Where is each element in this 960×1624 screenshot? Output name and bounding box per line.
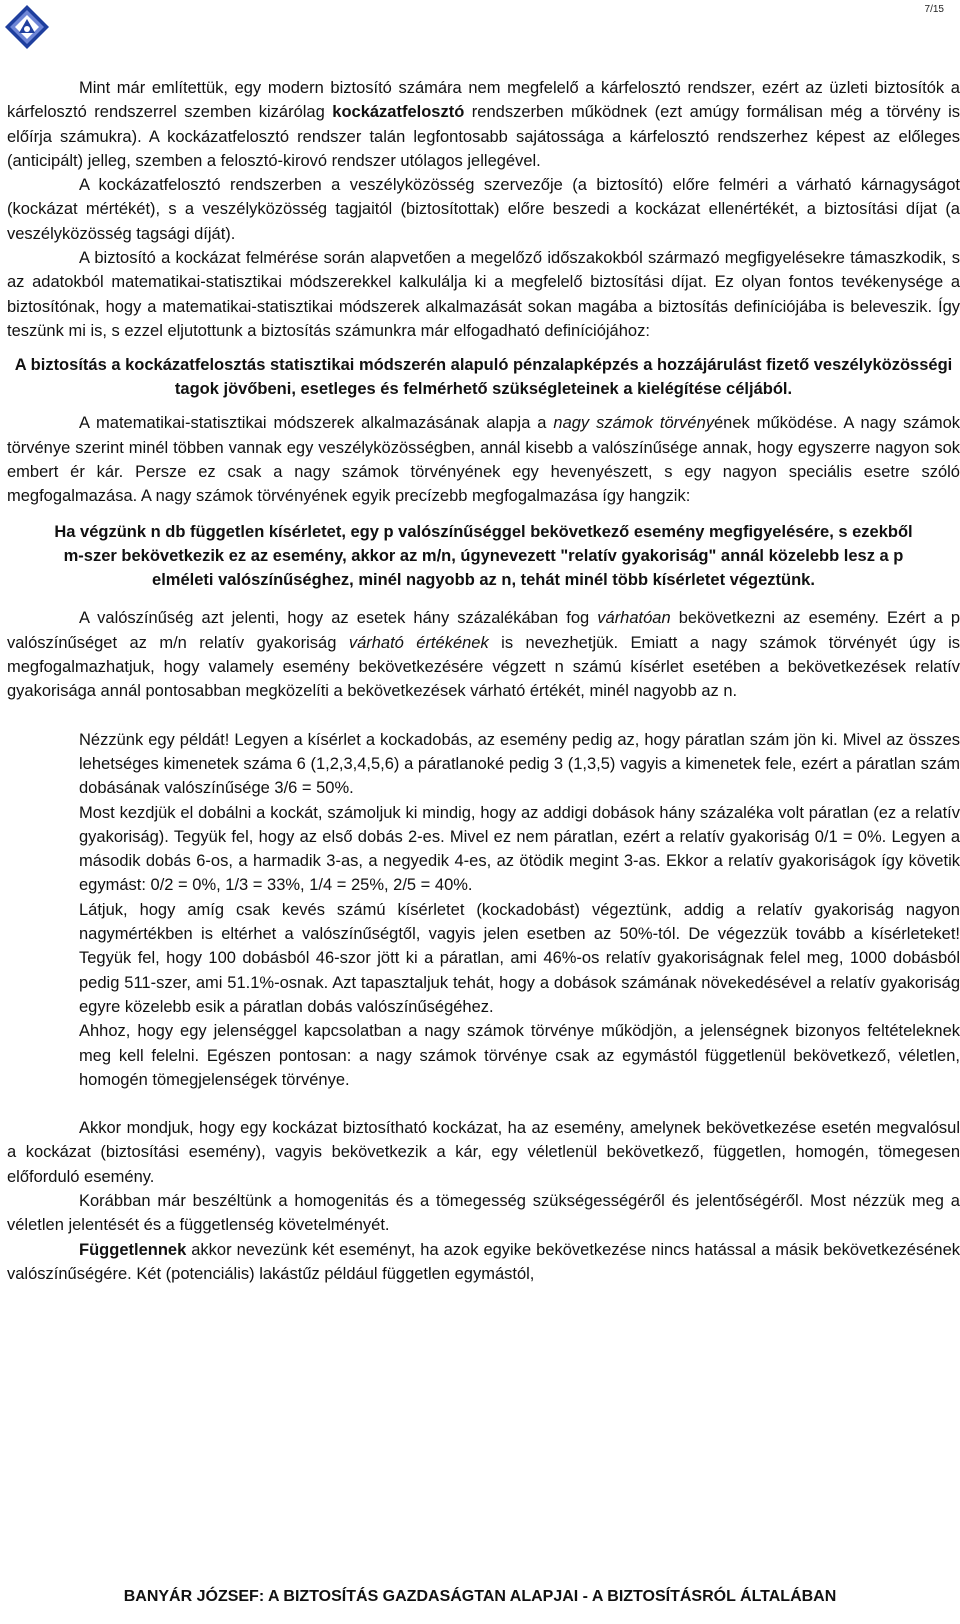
example-paragraph: Ahhoz, hogy egy jelenséggel kapcsolatban a nagy számok törvénye működjön, a jelenségnek bizonyos feltételeknek meg kell felelni. Egészen pontosan: a nagy számok törvénye csak az egymástól függetlenül bekövetkező, véletlen, homogén tömegjelenségek törvénye.: [79, 1022, 960, 1089]
text-run: akkor nevezünk két eseményt, ha azok egyike bekövetkezése nincs hatással a másik bekövetkezésének valószínűségére. Két (potenciális) lakástűz például független egymástól,: [7, 1240, 960, 1283]
example-paragraph: Látjuk, hogy amíg csak kevés számú kísérletet (kockadobást) végeztünk, addig a relatív gyakoriság nagyon nagymértékben is eltérhet a valószínűségtől, vagyis jelen esetben az 50%-tól. De végezzük tovább a kísérleteket! Tegyük fel, hogy 100 dobásból 46-szor jött ki a páratlan, ami 46%-os relatív gyakoriságnak felel meg, 1000 dobásból pedig 511-szer, ami 51.1%-osnak. Azt tapasztaljuk tehát, hogy a dobások számának növekedésével a relatív gyakoriság egyre közelebb esik a páratlan dobás valószínűségéhez.: [79, 900, 960, 1016]
text-run: is nevezhetjük. Emiatt a nagy számok törvényét úgy is megfogalmazhatjuk, hogy valamely esemény bekövetkezésére végzett n számú kísérlet esetében a bekövetkezések relatív gyakorisága annál pontosabban megközelíti a bekövetkezések várható értékét, minél nagyobb az n.: [7, 633, 960, 701]
paragraph: Korábban már beszéltünk a homogenitás és a tömegesség szükségességéről és jelentőségéről. Most nézzük meg a véletlen jelentését és a függetlenség követelményét.: [7, 1191, 960, 1235]
paragraph: A biztosító a kockázat felmérése során alapvetően a megelőző időszakokból származó megfigyelésekre támaszkodik, s az adatokból matematikai-statisztikai módszerekkel kalkulálja ki a megfelelő biztosítási díjat. Ez olyan fontos tevékenysége a biztosítónak, hogy a matematikai-statisztikai módszerek alkalmazását sokan magába a biztosítás definíciójába is beleveszik. Így teszünk mi is, s ezzel eljutottunk a biztosítás számunkra már elfogadható definíciójához:: [7, 249, 960, 340]
page-footer: BANYÁR JÓZSEF: A BIZTOSÍTÁS GAZDASÁGTAN ALAPJAI - A BIZTOSÍTÁSRÓL ÁLTALÁBAN: [123, 1588, 837, 1605]
page-number: 7/15: [924, 4, 944, 15]
spacer: [7, 704, 960, 728]
paragraph: [7, 1238, 960, 1287]
italic-term: nagy számok törvény: [553, 414, 714, 433]
paragraph: [7, 76, 960, 173]
paragraph: Akkor mondjuk, hogy egy kockázat biztosítható kockázat, ha az esemény, amelynek bekövetkezése esetén megvalósul a kockázat (biztosítási esemény), vagyis bekövetkezik a kár, egy véletlenül bekövetkező, független, homogén, tömegesen előforduló esemény.: [7, 1119, 960, 1186]
paragraph: [7, 606, 960, 703]
text-run: rendszerben működnek (ezt amúgy formálisan még a törvény is előírja számukra). A kockázatfelosztó rendszer talán legfontosabb sajátossága a kárfelosztó rendszerhez képest az előleges (anticipált) jelleg, szemben a felosztó-kirovó rendszer utólagos jellegével.: [7, 103, 960, 170]
example-paragraph: Most kezdjük el dobálni a kockát, számoljuk ki mindig, hogy az addigi dobások hány százaléka volt páratlan (ez a relatív gyakoriság). Tegyük fel, hogy az első dobás 2-es. Mivel ez nem páratlan, ezért a relatív gyakoriság 0/1 = 0%. Legyen a második dobás 6-os, a harmadik 3-as, a negyedik 4-es, az ötödik megint 3-as. Ekkor a relatív gyakoriságok így követik egymást: 0/2 = 0%, 1/3 = 33%, 1/4 = 25%, 2/5 = 40%.: [79, 803, 960, 895]
insurance-logo-icon: [4, 4, 50, 50]
bold-term: kockázatfelosztó: [332, 103, 465, 122]
example-paragraph: Nézzünk egy példát! Legyen a kísérlet a kockadobás, az esemény pedig az, hogy páratlan szám jön ki. Mivel az összes lehetséges kimenetek száma 6 (1,2,3,4,5,6) a páratlanoké pedig 3 (1,3,5) vagyis a kimenetek fele, ezért a páratlan szám dobásának valószínűsége 3/6 = 50%.: [79, 730, 960, 798]
spacer: [7, 1092, 960, 1116]
paragraph: A kockázatfelosztó rendszerben a veszélyközösség szervezője (a biztosító) előre felméri a várható kárnagyságot (kockázat mértékét), s a veszélyközösség tagjaitól (biztosítottak) előre beszedi a kockázat ellenértékét, a biztosítási díjat (a veszélyközösség tagsági díját).: [7, 176, 960, 243]
text-run: ének működése. A nagy számok törvénye szerint minél többen vannak egy veszélyközösségben, annál kisebb a valószínűsége annak, hogy egyszerre nagyon sok embert ér kár. Persze ez csak a nagy számok törvényének egy hevenyészett, s egy nagyon speciális esetre szóló megfogalmazása. A nagy számok törvényének egyik precízebb megfogalmazása így hangzik:: [7, 414, 960, 506]
text-run: bekövetkezni az esemény. Ezért a p valószínűséget az m/n relatív gyakoriság: [7, 609, 960, 652]
bold-term: Függetlennek: [79, 1240, 187, 1259]
insurance-definition: A biztosítás a kockázatfelosztás statisztikai módszerén alapuló pénzalapképzés a hozzájárulást fizető veszélyközösségi tagok jövőbeni, esetleges és felmérhető szükségleteinek a kielégítése céljából.: [14, 356, 953, 399]
italic-term: várható értékének: [348, 633, 489, 652]
text-run: A valószínűség azt jelenti, hogy az esetek hány százalékában fog: [79, 609, 598, 628]
paragraph: [7, 411, 960, 508]
body-text: [7, 76, 960, 1286]
italic-term: várhatóan: [597, 609, 671, 628]
law-of-large-numbers-statement: Ha végzünk n db független kísérletet, egy p valószínűséggel bekövetkező esemény megfigyelésére, s ezekből m-szer bekövetkezik ez az esemény, akkor az m/n, úgynevezett "relatív gyakoriság" annál közelebb lesz a p elméleti valószínűséghez, minél nagyobb az n, tehát minél több kísérletet végeztünk.: [54, 523, 913, 590]
text-run: Mint már említettük, egy modern biztosító számára nem megfelelő a kárfelosztó rendszer, ezért az üzleti biztosítók a kárfelosztó rendszerrel szemben kizárólag: [7, 79, 960, 122]
text-run: A matematikai-statisztikai módszerek alkalmazásának alapja a: [79, 414, 554, 433]
